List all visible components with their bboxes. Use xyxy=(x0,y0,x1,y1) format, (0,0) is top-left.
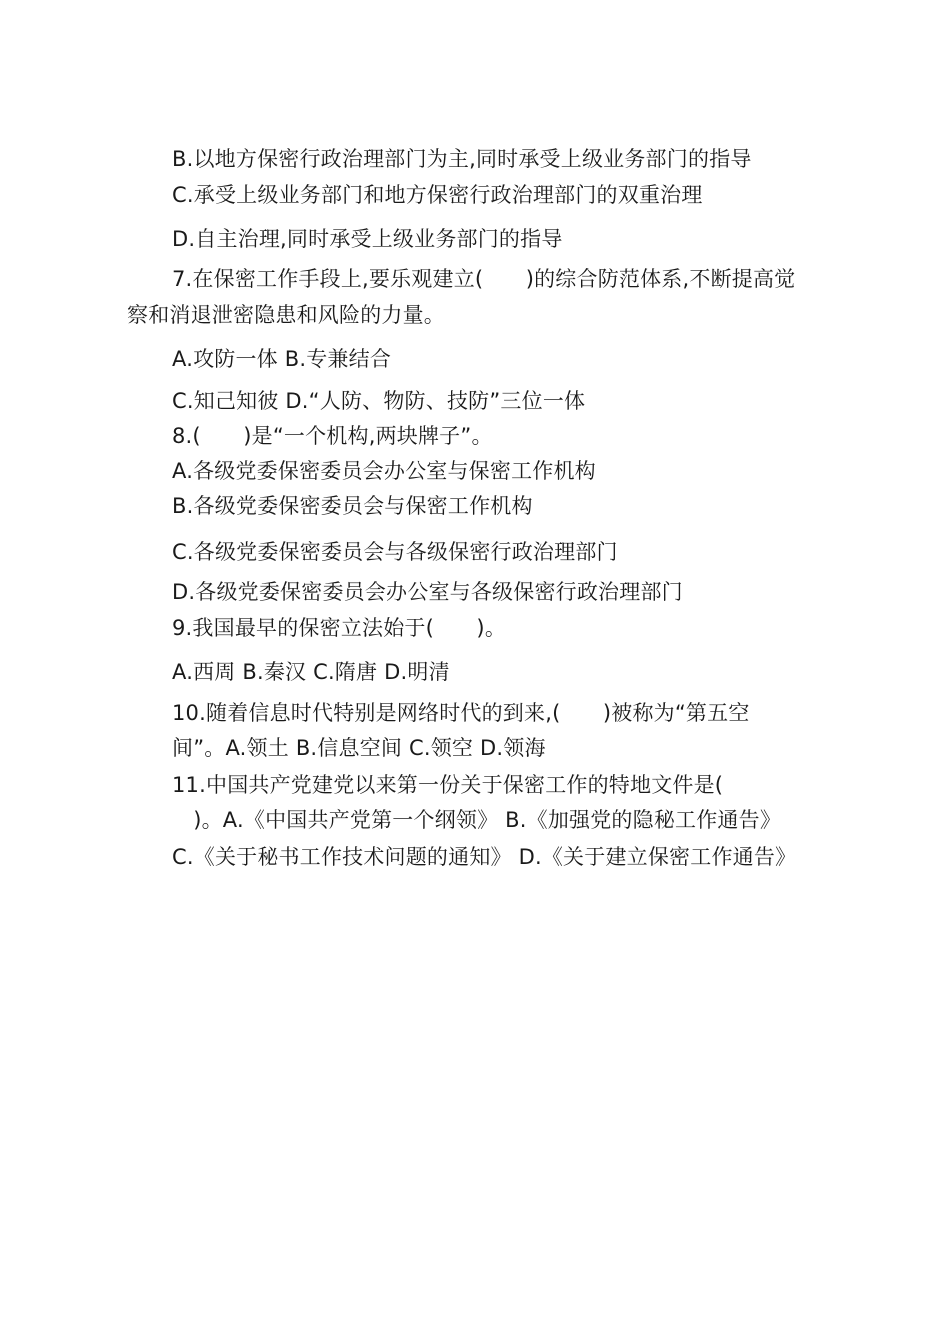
question-7-line-2: 察和消退泄密隐患和风险的力量。 xyxy=(127,303,445,327)
option-8b: B.各级党委保密委员会与保密工作机构 xyxy=(172,494,533,518)
options-9: A.西周 B.秦汉 C.隋唐 D.明清 xyxy=(172,660,450,684)
question-7-line-1: 7.在保密工作手段上,要乐观建立( )的综合防范体系,不断提高觉 xyxy=(172,267,796,291)
options-7ab: A.攻防一体 B.专兼结合 xyxy=(172,347,392,371)
question-10-line-1: 10.随着信息时代特别是网络时代的到来,( )被称为“第五空 xyxy=(172,701,750,725)
question-11-line-3: C.《关于秘书工作技术问题的通知》 D.《关于建立保密工作通告》 xyxy=(172,845,797,869)
question-8: 8.( )是“一个机构,两块牌子”。 xyxy=(172,424,493,448)
option-6b: B.以地方保密行政治理部门为主,同时承受上级业务部门的指导 xyxy=(172,147,752,171)
option-8a: A.各级党委保密委员会办公室与保密工作机构 xyxy=(172,459,596,483)
question-9: 9.我国最早的保密立法始于( )。 xyxy=(172,616,507,640)
option-8c: C.各级党委保密委员会与各级保密行政治理部门 xyxy=(172,540,618,564)
question-11-line-2: )。A.《中国共产党第一个纲领》 B.《加强党的隐秘工作通告》 xyxy=(172,808,782,832)
option-6d: D.自主治理,同时承受上级业务部门的指导 xyxy=(172,227,563,251)
question-11-line-1: 11.中国共产党建党以来第一份关于保密工作的特地文件是( xyxy=(172,773,724,797)
options-7cd: C.知己知彼 D.“人防、物防、技防”三位一体 xyxy=(172,389,586,413)
option-6c: C.承受上级业务部门和地方保密行政治理部门的双重治理 xyxy=(172,183,703,207)
option-8d: D.各级党委保密委员会办公室与各级保密行政治理部门 xyxy=(172,580,683,604)
question-10-line-2: 间”。A.领土 B.信息空间 C.领空 D.领海 xyxy=(172,736,546,760)
